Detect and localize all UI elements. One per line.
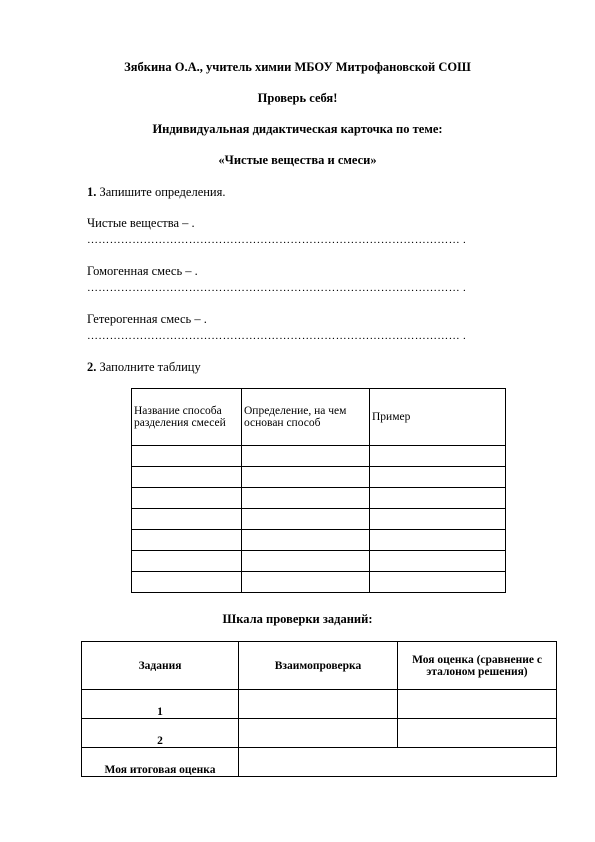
table-cell[interactable] <box>398 690 557 719</box>
card-subtitle: Индивидуальная дидактическая карточка по теме: <box>152 122 443 136</box>
task2-text: Заполните таблицу <box>99 360 201 374</box>
table-cell[interactable] <box>239 719 398 748</box>
table-row <box>82 690 557 719</box>
table-cell[interactable] <box>370 509 506 530</box>
table-cell[interactable] <box>132 467 242 488</box>
table-cell[interactable] <box>242 488 370 509</box>
scale-title: Шкала проверки заданий: <box>222 612 373 626</box>
task1-text: Запишите определения. <box>99 185 226 199</box>
table-cell[interactable] <box>242 551 370 572</box>
table-cell[interactable] <box>242 467 370 488</box>
final-grade-cell[interactable] <box>239 748 557 777</box>
scale-header-self-grade: Моя оценка (сравнение с эталоном решения) <box>398 642 557 690</box>
dots-heterogeneous: ……………………………………………………………………………………… . <box>87 330 466 342</box>
task2-heading <box>87 360 201 375</box>
table-cell[interactable] <box>239 690 398 719</box>
table-cell[interactable] <box>242 509 370 530</box>
topic-title: «Чистые вещества и смеси» <box>218 153 377 167</box>
table-row <box>132 551 506 572</box>
table-cell[interactable] <box>370 572 506 593</box>
scale-final-label: Моя итоговая оценка <box>82 748 239 777</box>
table-row <box>132 446 506 467</box>
scale-row-label: 1 <box>82 690 239 719</box>
term-pure: Чистые вещества – . <box>87 216 195 230</box>
term-homogeneous: Гомогенная смесь – . <box>87 264 198 278</box>
table-row <box>132 488 506 509</box>
scale-table <box>81 641 557 777</box>
author-line: Зябкина О.А., учитель химии МБОУ Митрофановской СОШ <box>124 60 471 74</box>
methods-header-example: Пример <box>370 389 506 446</box>
table-cell[interactable] <box>242 446 370 467</box>
scale-header-peer-review: Взаимопроверка <box>239 642 398 690</box>
table-cell[interactable] <box>370 530 506 551</box>
table-cell[interactable] <box>132 572 242 593</box>
check-title: Проверь себя! <box>257 91 338 105</box>
methods-header-method: Название способа разделения смесей <box>132 389 242 446</box>
term-heterogeneous: Гетерогенная смесь – . <box>87 312 207 326</box>
table-cell[interactable] <box>132 488 242 509</box>
table-row <box>132 509 506 530</box>
table-row <box>82 719 557 748</box>
table-cell[interactable] <box>132 509 242 530</box>
table-cell[interactable] <box>370 551 506 572</box>
table-cell[interactable] <box>398 719 557 748</box>
scale-row-label: 2 <box>82 719 239 748</box>
table-cell[interactable] <box>132 530 242 551</box>
table-row <box>132 467 506 488</box>
table-cell[interactable] <box>242 572 370 593</box>
scale-header-tasks: Задания <box>82 642 239 690</box>
table-cell[interactable] <box>132 446 242 467</box>
methods-table <box>131 388 506 593</box>
table-cell[interactable] <box>242 530 370 551</box>
dots-pure: ……………………………………………………………………………………… . <box>87 234 466 246</box>
task1-number: 1. <box>87 185 97 199</box>
table-cell[interactable] <box>370 488 506 509</box>
table-cell[interactable] <box>132 551 242 572</box>
task1-heading <box>87 185 226 200</box>
task2-number: 2. <box>87 360 97 374</box>
table-cell[interactable] <box>370 446 506 467</box>
dots-homogeneous: ……………………………………………………………………………………… . <box>87 282 466 294</box>
methods-header-definition: Определение, на чем основан способ <box>242 389 370 446</box>
table-row <box>82 748 557 777</box>
table-cell[interactable] <box>370 467 506 488</box>
table-row <box>132 530 506 551</box>
table-row <box>132 572 506 593</box>
